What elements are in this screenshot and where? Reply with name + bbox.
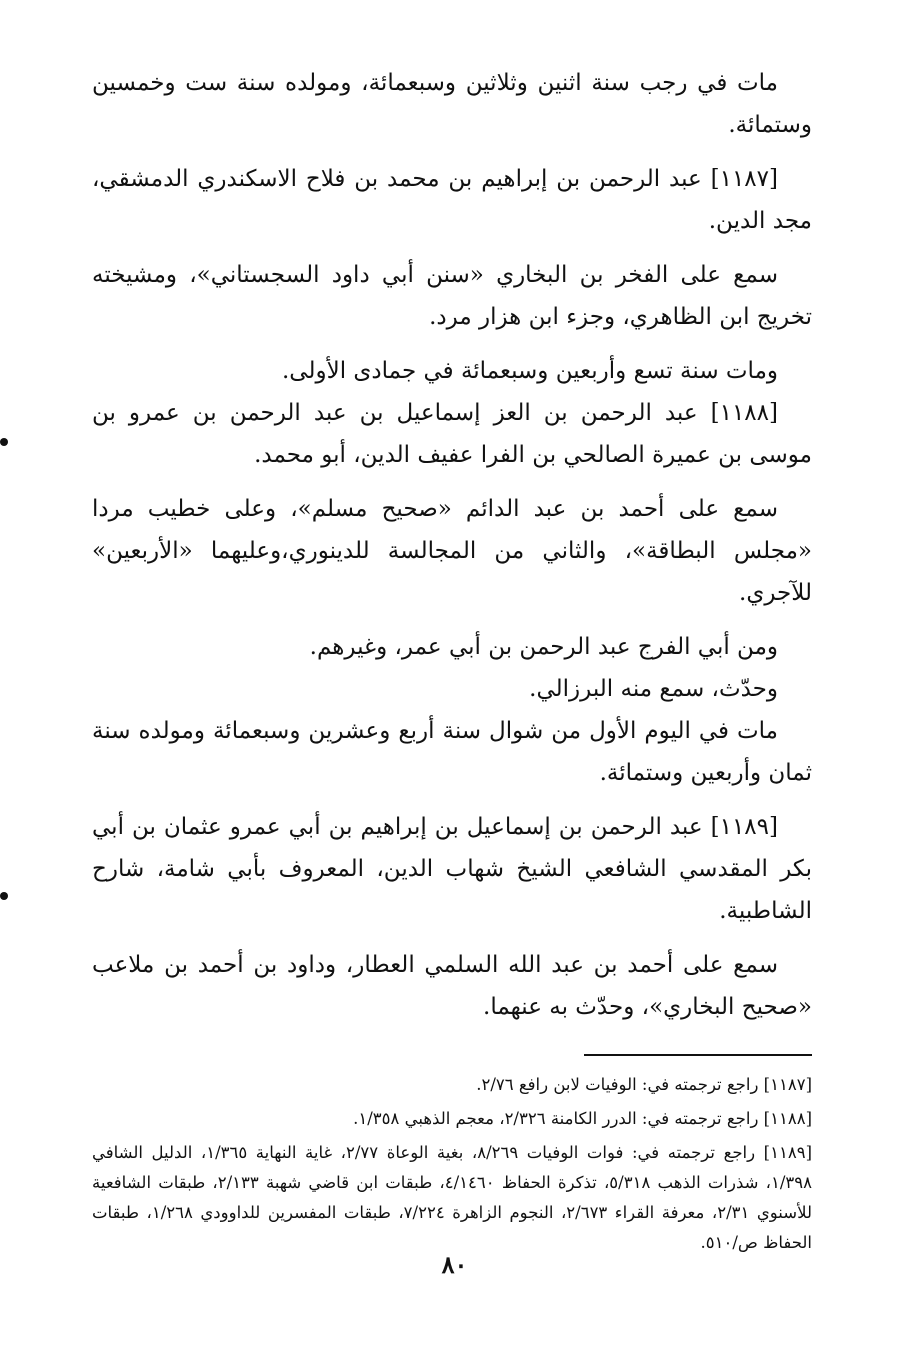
entry-1189-heading: [١١٨٩] عبد الرحمن بن إسماعيل بن إبراهيم بن أبي عمرو عثمان بن أبي بكر المقدسي الشافعي الشيخ شهاب الدين، المعروف بأبي شامة، شارح الشاطبية. bbox=[92, 814, 812, 924]
main-text bbox=[92, 62, 812, 1028]
paragraph-death-note: مات في رجب سنة اثنين وثلاثين وسبعمائة، ومولده سنة ست وخمسين وستمائة. bbox=[92, 70, 812, 138]
entry-1187-hearing: سمع على الفخر بن البخاري «سنن أبي داود السجستاني»، ومشيخته تخريج ابن الظاهري، وجزء ابن هزار مرد. bbox=[92, 262, 812, 330]
entry-1188-death: مات في اليوم الأول من شوال سنة أربع وعشرين وسبعمائة ومولده سنة ثمان وأربعين وستمائة. bbox=[92, 718, 812, 786]
footnote-1187: [١١٨٧] راجع ترجمته في: الوفيات لابن رافع ٢/٧٦. bbox=[476, 1075, 812, 1094]
entry-1189-hearing: سمع على أحمد بن عبد الله السلمي العطار، وداود بن أحمد بن ملاعب «صحيح البخاري»، وحدّث به عنهما. bbox=[92, 952, 812, 1020]
entry-1187-heading: [١١٨٧] عبد الرحمن بن إبراهيم بن محمد بن فلاح الاسكندري الدمشقي، مجد الدين. bbox=[92, 166, 812, 234]
book-page bbox=[92, 62, 812, 1352]
margin-mark bbox=[0, 438, 8, 446]
footnote-1188: [١١٨٨] راجع ترجمته في: الدرر الكامنة ٢/٣٢٦، معجم الذهبي ١/٣٥٨. bbox=[353, 1109, 812, 1128]
entry-1188-heading: [١١٨٨] عبد الرحمن بن العز إسماعيل بن عبد الرحمن بن عمرو بن موسى بن عميرة الصالحي بن الفرا عفيف الدين، أبو محمد. bbox=[92, 400, 812, 468]
footnote-separator bbox=[584, 1054, 812, 1056]
footnote-1189: [١١٨٩] راجع ترجمته في: فوات الوفيات ٨/٢٦٩، بغية الوعاة ٢/٧٧، غاية النهاية ١/٣٦٥، الدليل الشافي ١/٣٩٨، شذرات الذهب ٥/٣١٨، تذكرة الحفاظ ٤/١٤٦٠، طبقات ابن قاضي شهبة ٢/١٣٣، طبقات الشافعية للأسنوي ٢/٣١، معرفة القراء ٢/٦٧٣، النجوم الزاهرة ٧/٢٢٤، طبقات المفسرين للداوودي ١/٢٦٨، طبقات الحفاظ ص/٥١٠. bbox=[92, 1143, 812, 1252]
entry-1188-narrated: وحدّث، سمع منه البرزالي. bbox=[529, 676, 778, 702]
entry-1188-hearing: سمع على أحمد بن عبد الدائم «صحيح مسلم»، وعلى خطيب مردا «مجلس البطاقة»، والثاني من المجالسة للدينوري،وعليهما «الأربعين» للآجري. bbox=[92, 496, 812, 606]
page-number: ٨٠ bbox=[441, 1250, 468, 1279]
margin-mark bbox=[0, 892, 8, 900]
footnotes bbox=[92, 1070, 812, 1258]
entry-1188-others: ومن أبي الفرج عبد الرحمن بن أبي عمر، وغيرهم. bbox=[309, 634, 778, 660]
entry-1187-death: ومات سنة تسع وأربعين وسبعمائة في جمادى الأولى. bbox=[281, 358, 778, 384]
